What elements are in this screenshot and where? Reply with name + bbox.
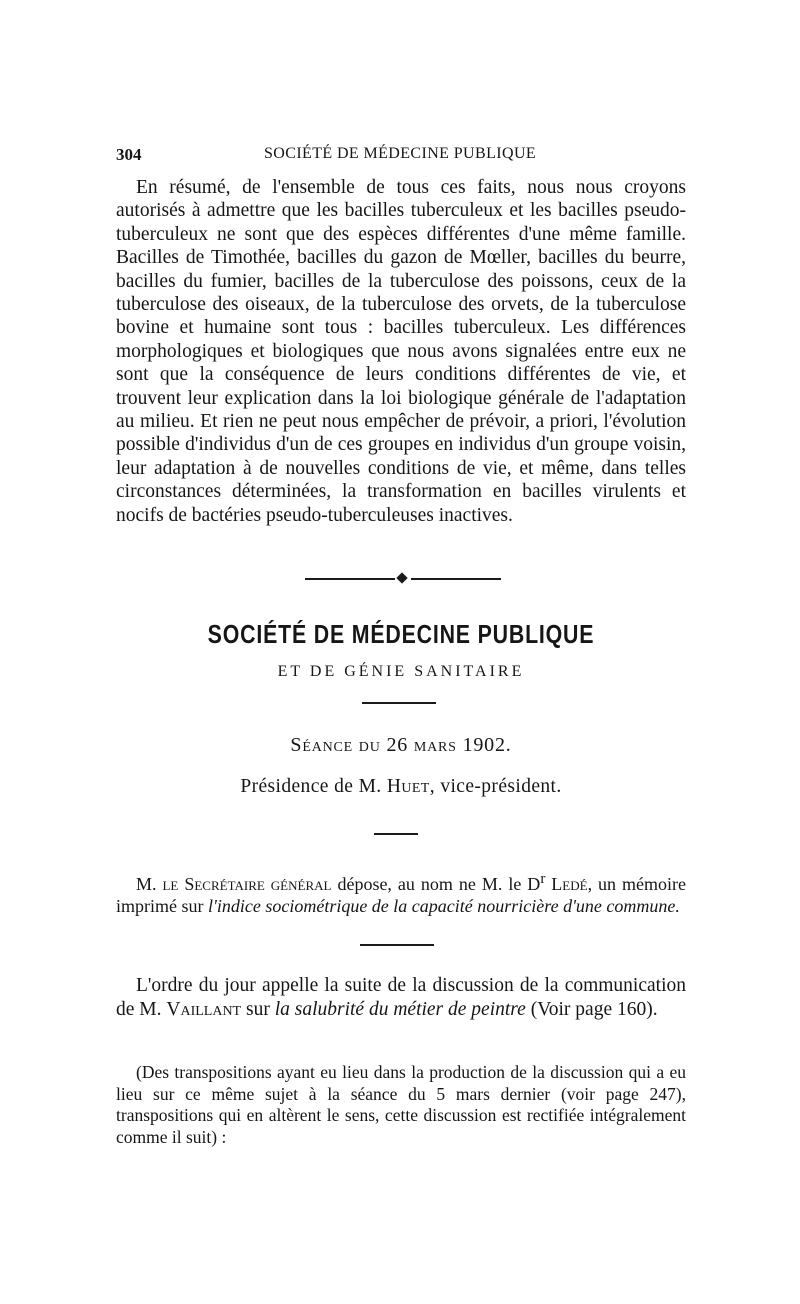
conclusion-text: En résumé, de l'ensemble de tous ces faits, nous nous croyons autorisés à admettre que les bacilles tuberculeux et les bacilles pseudo-tuberculeux ne sont que des espèces différentes d'une même famille. Bacilles de Timothée, bacilles du gazon de Mœller, bacilles du beurre, bacilles du fumier, bacilles de la tuberculose des poissons, ceux de la tuberculose des oiseaux, de la tuberculose des orvets, de la tuberculose bovine et humaine sont tous : bacilles tuberculeux. Les différences morphologiques et biologiques que nous avons signalées entre eux ne sont que la conséquence de leurs conditions différentes de vie, et trouvent leur explication dans la loi biologique générale de l'adaptation au milieu. Et rien ne peut nous empêcher de prévoir, a priori, l'évolution possible d'individus d'un de ces groupes en individus d'un groupe voisin, leur adaptation à de nouvelles conditions de vie, et même, dans telles circonstances déterminées, la transformation en bacilles virulents et nocifs de bactéries pseudo-tuberculeuses inactives. — [116, 177, 686, 526]
paragraph-text: L'ordre du jour appelle la suite de la discussion de la communication de M. — [116, 975, 686, 1020]
paragraph-text: dépose, au nom ne M. le D — [331, 874, 541, 894]
divider-rule — [374, 833, 418, 835]
session-date — [116, 734, 686, 757]
ornament-line-right — [411, 578, 501, 580]
author-name: Vaillant — [166, 999, 242, 1020]
divider-rule — [360, 944, 434, 946]
presidency-suffix: , vice-président. — [429, 776, 562, 797]
running-title: SOCIÉTÉ DE MÉDECINE PUBLIQUE — [264, 145, 537, 162]
conclusion-paragraph — [116, 176, 686, 527]
paragraph-text: sur — [241, 999, 275, 1020]
presidency-line — [116, 776, 686, 798]
page-number: 304 — [116, 145, 142, 164]
society-title: SOCIÉTÉ DE MÉDECINE PUBLIQUE — [207, 619, 595, 649]
running-head — [116, 145, 686, 169]
session-day: 26 — [386, 734, 409, 756]
session-label: Séance du — [290, 734, 381, 756]
doctor-abbrev-sup: r — [540, 871, 546, 887]
memoir-title: l'indice sociométrique de la capacité nourricière d'une commune. — [208, 896, 680, 916]
author-name: Ledé — [545, 874, 588, 894]
communication-title: la salubrité du métier de peintre — [274, 999, 526, 1020]
president-name: Huet — [386, 776, 430, 797]
ornament-line-left — [305, 578, 395, 580]
note-text: (Des transpositions ayant eu lieu dans la production de la discussion qui a eu lieu sur ce même sujet à la séance du 5 mars dernier (voir page 247), transpositions qui en altèrent le sens, cette discussion est rectifiée intégralement comme il suit) : — [116, 1062, 686, 1147]
divider-rule — [362, 702, 436, 704]
paragraph-text: , un mémoire imprimé sur — [116, 874, 687, 916]
society-subtitle: ET DE GÉNIE SANITAIRE — [277, 663, 525, 680]
secretary-paragraph — [116, 868, 686, 917]
speaker-name: M. le Secrétaire général — [136, 874, 332, 894]
page-reference: (Voir page 160). — [525, 999, 658, 1020]
session-month: mars — [413, 734, 457, 756]
presidency-prefix: Présidence de M. — [240, 776, 382, 797]
section-ornament — [305, 574, 501, 584]
diamond-icon — [396, 572, 407, 583]
transposition-note — [116, 1062, 686, 1148]
session-year: 1902. — [462, 734, 512, 756]
agenda-paragraph — [116, 974, 686, 1022]
